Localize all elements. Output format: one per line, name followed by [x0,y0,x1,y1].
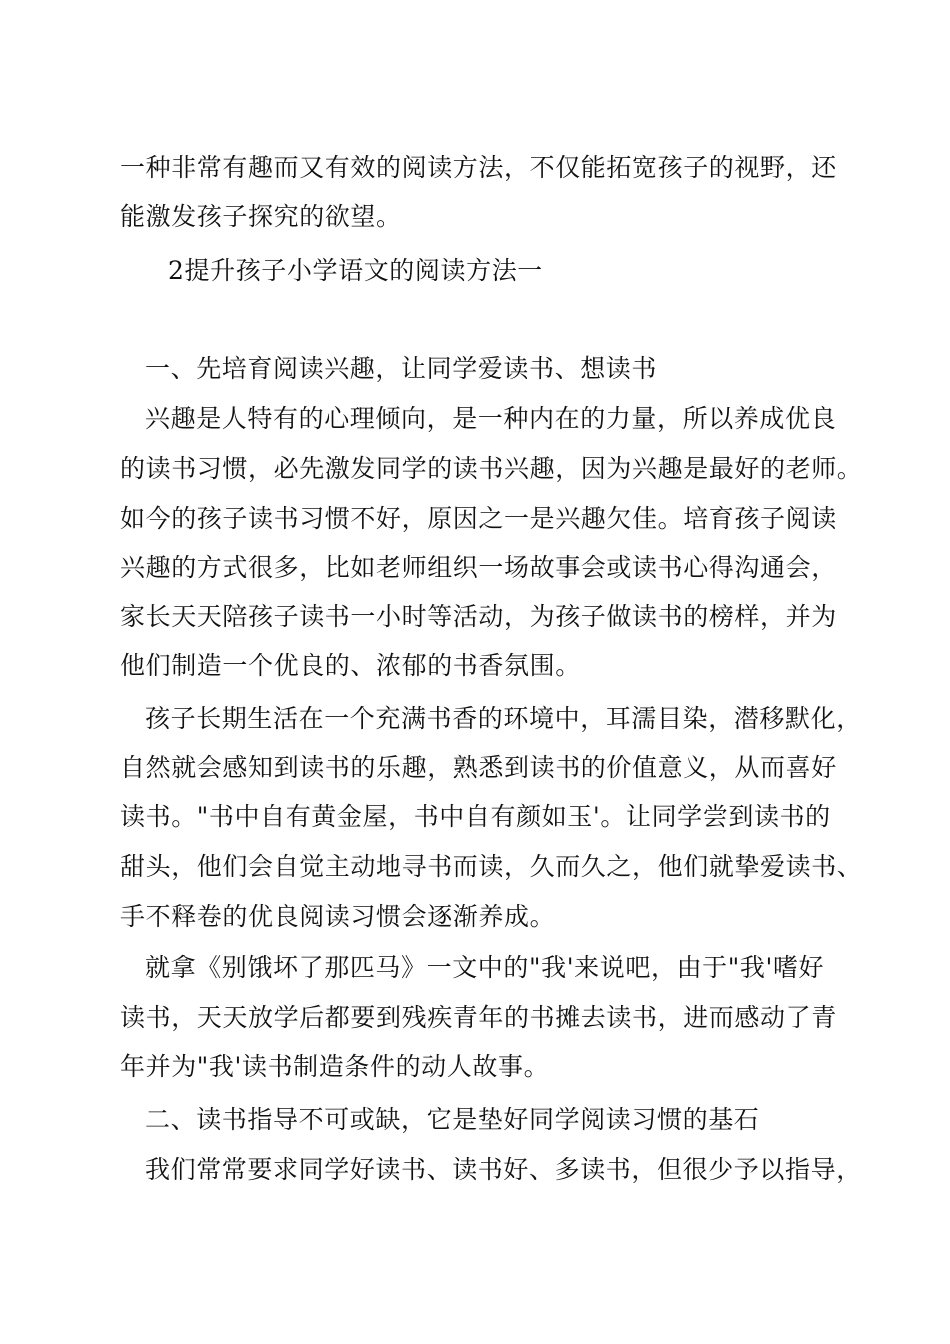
text-line: 兴趣是人特有的心理倾向，是一种内在的力量，所以养成优良 [145,404,837,433]
text-line: 的读书习惯，必先激发同学的读书兴趣，因为兴趣是最好的老师。 [120,454,863,483]
subsection-heading: 一、先培育阅读兴趣，让同学爱读书、想读书 [145,354,658,383]
text-line: 能激发孩子探究的欲望。 [120,202,402,231]
text-line: 家长天天陪孩子读书一小时等活动，为孩子做读书的榜样，并为 [120,602,837,631]
text-line: 孩子长期生活在一个充满书香的环境中，耳濡目染，潜移默化， [145,704,862,733]
text-line: 一种非常有趣而又有效的阅读方法，不仅能拓宽孩子的视野，还 [120,153,837,182]
text-line: 就拿《别饿坏了那匹马》一文中的"我'来说吧，由于"我'嗜好 [145,953,825,982]
text-line: 自然就会感知到读书的乐趣，熟悉到读书的价值意义，从而喜好 [120,753,837,782]
text-line: 读书。"书中自有黄金屋，书中自有颜如玉'。让同学尝到读书的 [120,802,831,831]
text-line: 年并为"我'读书制造条件的动人故事。 [120,1052,550,1081]
text-line: 读书，天天放学后都要到残疾青年的书摊去读书，进而感动了青 [120,1003,837,1032]
text-line: 甜头，他们会自觉主动地寻书而读，久而久之，他们就挚爱读书、 [120,852,863,881]
text-line: 我们常常要求同学好读书、读书好、多读书，但很少予以指导， [145,1155,862,1184]
text-line: 如今的孩子读书习惯不好，原因之一是兴趣欠佳。培育孩子阅读 [120,504,837,533]
text-line: 他们制造一个优良的、浓郁的书香氛围。 [120,651,581,680]
subsection-heading: 二、读书指导不可或缺，它是垫好同学阅读习惯的基石 [145,1105,760,1134]
text-line: 兴趣的方式很多，比如老师组织一场故事会或读书心得沟通会， [120,553,837,582]
section-heading: 2提升孩子小学语文的阅读方法一 [168,256,543,285]
text-line: 手不释卷的优良阅读习惯会逐渐养成。 [120,902,556,931]
